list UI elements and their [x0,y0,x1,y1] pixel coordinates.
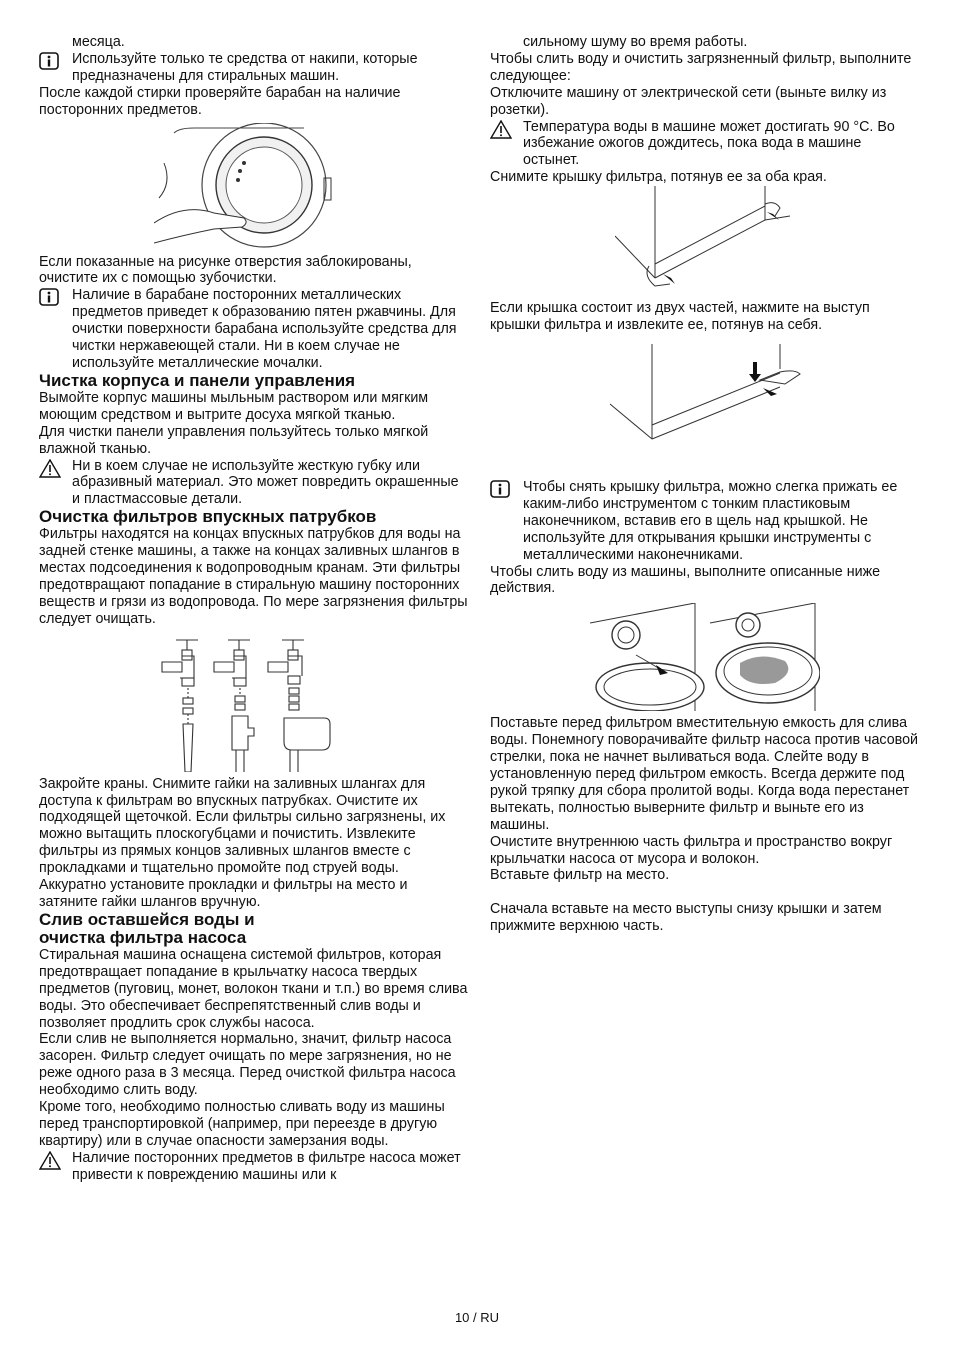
paragraph-check-drum: После каждой стирки проверяйте барабан на наличие посторонних предметов. [39,84,401,118]
warning-sponge-text: Ни в коем случае не используйте жесткую губку или абразивный материал. Это может повредить окрашенные и пластмассовые детали. [72,457,459,508]
inlet-filters-illustration [154,632,354,772]
info-note-tool [490,479,920,564]
paragraph-to-drain: Чтобы слить воду и очистить загрязненный фильтр, выполните следующее: [490,50,912,84]
paragraph-taps: Закройте краны. Снимите гайки на заливных шлангах для доступа к фильтрам во впускных патрубках. Очистите их подходящей щеточкой. Если фильтры сильно загрязнены, их можно вытащить плоскогубцами и почистить. Извлеките фильтры из прямых концов заливных шлангов вместе с прокладками и тщательно промойте под струей воды. Аккуратно установите прокладки и фильтры на место и затяните гайки шлангов вручную. [39,775,446,910]
info-note-descale [39,51,469,85]
warning-sponge [39,458,469,509]
two-part-cover-illustration [605,344,805,469]
filter-cover-removal-illustration [615,186,795,296]
right-column [490,34,920,935]
info-note-metal [39,287,469,372]
warning-foreign-objects-text: Наличие посторонних предметов в фильтре насоса может привести к повреждению машины или к [72,1149,461,1183]
paragraph-remove-cover: Снимите крышку фильтра, потянув ее за оба края. [490,169,827,186]
paragraph-drain-steps: Чтобы слить воду из машины, выполните описанные ниже действия. [490,563,881,597]
warning-temperature-text: Температура воды в машине может достигать 90 °C. Во избежание ожогов дождитесь, пока вода в машине остынет. [523,118,895,169]
info-icon [490,480,510,498]
warning-foreign-objects [39,1150,469,1184]
paragraph-body-1: Вымойте корпус машины мыльным раствором или мягким моющим средством и вытрите досуха мягкой тканью. [39,389,429,423]
paragraph-container: Поставьте перед фильтром вместительную емкость для слива воды. Понемногу поворачивайте фильтр насоса против часовой стрелки, пока не начнет выливаться вода. Слейте воду в установленную перед фильтром емкость. Всегда держите под рукой тряпку для сбора пролитой воды. Когда вода перестанет вытекать, полностью выверните фильтр и выньте его из машины. [490,715,919,833]
info-icon [39,288,59,306]
info-icon [39,52,59,70]
paragraph-month: месяца. [72,34,125,50]
page-number: 10 / RU [454,1310,500,1325]
paragraph-reinsert: Вставьте фильтр на место. [490,867,670,884]
paragraph-inlet: Фильтры находятся на концах впускных патрубков для воды на задней стенке машины, а также на концах заливных шлангов в местах подсоединения к водопроводным кранам. Эти фильтры предотвращают попадание в стиральную машину посторонних веществ и грязи из водопровода. По мере загрязнения фильтры следует очищать. [39,526,468,627]
warning-temperature [490,119,920,170]
heading-drain-line1: Слив оставшейся воды и [39,909,255,929]
warning-icon [39,1151,61,1170]
draining-illustration [590,603,820,711]
left-column [39,34,469,1184]
heading-inlet-filters: Очистка фильтров впускных патрубков [39,507,377,527]
heading-drain-line2: очистка фильтра насоса [39,927,247,947]
paragraph-clean-inside: Очистите внутреннюю часть фильтра и пространство вокруг крыльчатки насоса от мусора и волокон. [490,833,893,867]
heading-body-cleaning: Чистка корпуса и панели управления [39,370,356,390]
paragraph-drain-3: Кроме того, необходимо полностью сливать воду из машины перед транспортировкой (например, при переезде в другую квартиру) или в случае опасности замерзания воды. [39,1099,445,1149]
warning-icon [490,120,512,139]
info-note-metal-text: Наличие в барабане посторонних металлических предметов приведет к образованию пятен ржавчины. Для очистки поверхности барабана используйте средства для чистки нержавеющей стали. Ни в коем случае не используйте металлические мочалки. [72,287,457,371]
warning-icon [39,459,61,478]
paragraph-refit: Сначала вставьте на место выступы снизу крышки и затем прижмите верхнюю часть. [490,901,882,935]
paragraph-holes: Если показанные на рисунке отверстия заблокированы, очистите их с помощью зубочистки. [39,253,412,287]
paragraph-two-parts: Если крышка состоит из двух частей, нажмите на выступ крышки фильтра и извлеките ее, потянув на себя. [490,300,870,334]
paragraph-unplug: Отключите машину от электрической сети (выньте вилку из розетки). [490,84,887,118]
paragraph-drain-2: Если слив не выполняется нормально, значит, фильтр насоса засорен. Фильтр следует очищать по мере загрязнения, но не реже одного раза в 3 месяца. Перед очисткой фильтра насоса необходимо слить воду. [39,1031,456,1099]
info-note-descale-text: Используйте только те средства от накипи, которые предназначены для стиральных машин. [72,50,418,84]
paragraph-noise: сильному шуму во время работы. [523,34,748,50]
drum-door-illustration [154,123,354,248]
info-note-tool-text: Чтобы снять крышку фильтра, можно слегка прижать ее каким-либо инструментом с тонким пластиковым наконечником, вставив его в щель над крышкой. Не используйте для открывания крышки инструменты с металлическими наконечниками. [523,478,898,563]
paragraph-drain-1: Стиральная машина оснащена системой фильтров, которая предотвращает попадание в крыльчатку насоса твердых предметов (пуговиц, монет, волокон ткани и т.п.) во время слива воды. Это обеспечивает беспрепятственный слив воды и позволяет продлить срок службы насоса. [39,946,468,1031]
paragraph-body-2: Для чистки панели управления пользуйтесь только мягкой влажной тканью. [39,423,429,457]
